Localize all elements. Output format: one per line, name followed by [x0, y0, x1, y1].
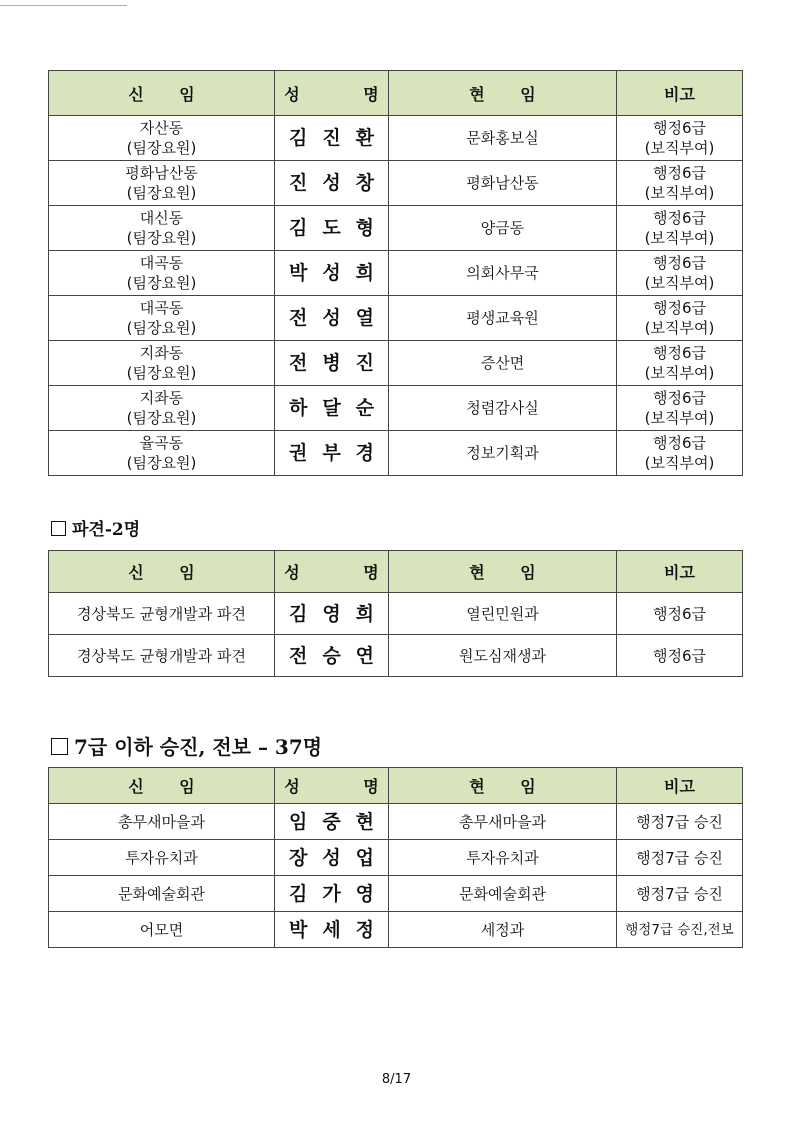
current-post: 문화예술회관	[389, 876, 617, 912]
person-name	[275, 804, 389, 840]
name-char: 형	[355, 217, 374, 239]
name-char: 가	[322, 882, 341, 905]
header-new-post: 신 임	[49, 71, 275, 116]
new-post: 평화남산동 (팀장요원)	[49, 161, 275, 206]
person-name	[275, 431, 389, 476]
top-rule	[0, 5, 127, 6]
header-note: 비고	[617, 71, 743, 116]
table-row	[49, 296, 743, 341]
current-post: 의회사무국	[389, 251, 617, 296]
name-char: 전	[289, 307, 308, 329]
note: 행정6급	[617, 593, 743, 635]
table-row	[49, 431, 743, 476]
name-char: 열	[355, 307, 374, 329]
new-post: 대곡동 (팀장요원)	[49, 296, 275, 341]
person-name	[275, 296, 389, 341]
new-post: 대신동 (팀장요원)	[49, 206, 275, 251]
name-char: 정	[355, 918, 374, 941]
name-char: 김	[289, 217, 308, 239]
person-name	[275, 251, 389, 296]
table-row	[49, 840, 743, 876]
appointment-table-team-leaders	[48, 70, 743, 476]
person-name	[275, 341, 389, 386]
current-post: 정보기획과	[389, 431, 617, 476]
note: 행정7급 승진	[617, 840, 743, 876]
person-name	[275, 912, 389, 948]
name-char: 업	[355, 846, 374, 869]
current-post: 청렴감사실	[389, 386, 617, 431]
header-current-post: 현 임	[389, 551, 617, 593]
name-char: 승	[322, 644, 341, 667]
note: 행정7급 승진,전보	[617, 912, 743, 948]
name-char: 박	[289, 918, 308, 941]
name-char: 경	[355, 442, 374, 464]
name-char: 영	[355, 882, 374, 905]
new-post: 경상북도 균형개발과 파견	[49, 593, 275, 635]
header-new-post: 신 임	[49, 551, 275, 593]
new-post: 어모면	[49, 912, 275, 948]
header-note: 비고	[617, 768, 743, 804]
name-char: 성	[322, 172, 341, 194]
name-char: 진	[355, 352, 374, 374]
current-post: 평생교육원	[389, 296, 617, 341]
note: 행정6급 (보직부여)	[617, 251, 743, 296]
current-post: 평화남산동	[389, 161, 617, 206]
section-title-dispatch: 파견-2명	[51, 515, 140, 540]
person-name	[275, 206, 389, 251]
table-row	[49, 804, 743, 840]
checkbox-square-icon	[51, 521, 66, 536]
name-char: 희	[355, 602, 374, 625]
current-post: 세정과	[389, 912, 617, 948]
new-post: 자산동 (팀장요원)	[49, 116, 275, 161]
name-char: 김	[289, 127, 308, 149]
person-name	[275, 116, 389, 161]
current-post: 투자유치과	[389, 840, 617, 876]
name-char: 성	[322, 262, 341, 284]
name-char: 성	[322, 846, 341, 869]
name-char: 창	[355, 172, 374, 194]
table-row	[49, 876, 743, 912]
note: 행정7급 승진	[617, 876, 743, 912]
name-char: 박	[289, 262, 308, 284]
note: 행정6급 (보직부여)	[617, 296, 743, 341]
person-name	[275, 161, 389, 206]
page-number: 8/17	[381, 1072, 412, 1087]
name-char: 임	[289, 810, 308, 833]
header-name: 성 명	[275, 551, 389, 593]
header-new-post: 신 임	[49, 768, 275, 804]
name-char: 전	[289, 644, 308, 667]
note: 행정7급 승진	[617, 804, 743, 840]
name-char: 장	[289, 846, 308, 869]
name-char: 달	[322, 397, 341, 419]
name-char: 성	[322, 307, 341, 329]
new-post: 대곡동 (팀장요원)	[49, 251, 275, 296]
name-char: 하	[289, 397, 308, 419]
table-header-row	[49, 551, 743, 593]
person-name	[275, 876, 389, 912]
table-header-row	[49, 71, 743, 116]
name-char: 병	[322, 352, 341, 374]
current-post: 증산면	[389, 341, 617, 386]
table-row	[49, 161, 743, 206]
table-row	[49, 593, 743, 635]
note: 행정6급 (보직부여)	[617, 161, 743, 206]
appointment-table-dispatch	[48, 550, 743, 677]
person-name	[275, 386, 389, 431]
table-row	[49, 635, 743, 677]
header-current-post: 현 임	[389, 71, 617, 116]
name-char: 희	[355, 262, 374, 284]
name-char: 김	[289, 882, 308, 905]
name-char: 진	[289, 172, 308, 194]
table-row	[49, 912, 743, 948]
name-char: 환	[355, 127, 374, 149]
header-name: 성 명	[275, 71, 389, 116]
name-char: 전	[289, 352, 308, 374]
current-post: 문화홍보실	[389, 116, 617, 161]
name-char: 중	[322, 810, 341, 833]
name-char: 영	[322, 602, 341, 625]
note: 행정6급 (보직부여)	[617, 431, 743, 476]
name-char: 순	[355, 397, 374, 419]
person-name	[275, 593, 389, 635]
name-char: 연	[355, 644, 374, 667]
appointment-table-promotion	[48, 767, 743, 948]
name-char: 현	[355, 810, 374, 833]
table-row	[49, 341, 743, 386]
new-post: 투자유치과	[49, 840, 275, 876]
table-header-row	[49, 768, 743, 804]
header-note: 비고	[617, 551, 743, 593]
note: 행정6급	[617, 635, 743, 677]
name-char: 부	[322, 442, 341, 464]
section-title-promotion: 7급 이하 승진, 전보 – 37명	[51, 731, 322, 760]
current-post: 양금동	[389, 206, 617, 251]
current-post: 열린민원과	[389, 593, 617, 635]
person-name	[275, 635, 389, 677]
name-char: 김	[289, 602, 308, 625]
note: 행정6급 (보직부여)	[617, 116, 743, 161]
new-post: 총무새마을과	[49, 804, 275, 840]
person-name	[275, 840, 389, 876]
table-row	[49, 116, 743, 161]
header-current-post: 현 임	[389, 768, 617, 804]
note: 행정6급 (보직부여)	[617, 206, 743, 251]
new-post: 문화예술회관	[49, 876, 275, 912]
new-post: 지좌동 (팀장요원)	[49, 386, 275, 431]
current-post: 총무새마을과	[389, 804, 617, 840]
name-char: 권	[289, 442, 308, 464]
header-name: 성 명	[275, 768, 389, 804]
table-row	[49, 206, 743, 251]
table-row	[49, 386, 743, 431]
checkbox-square-icon	[51, 738, 68, 755]
new-post: 율곡동 (팀장요원)	[49, 431, 275, 476]
current-post: 원도심재생과	[389, 635, 617, 677]
name-char: 세	[322, 918, 341, 941]
new-post: 경상북도 균형개발과 파견	[49, 635, 275, 677]
note: 행정6급 (보직부여)	[617, 386, 743, 431]
note: 행정6급 (보직부여)	[617, 341, 743, 386]
new-post: 지좌동 (팀장요원)	[49, 341, 275, 386]
table-row	[49, 251, 743, 296]
name-char: 진	[322, 127, 341, 149]
name-char: 도	[322, 217, 341, 239]
